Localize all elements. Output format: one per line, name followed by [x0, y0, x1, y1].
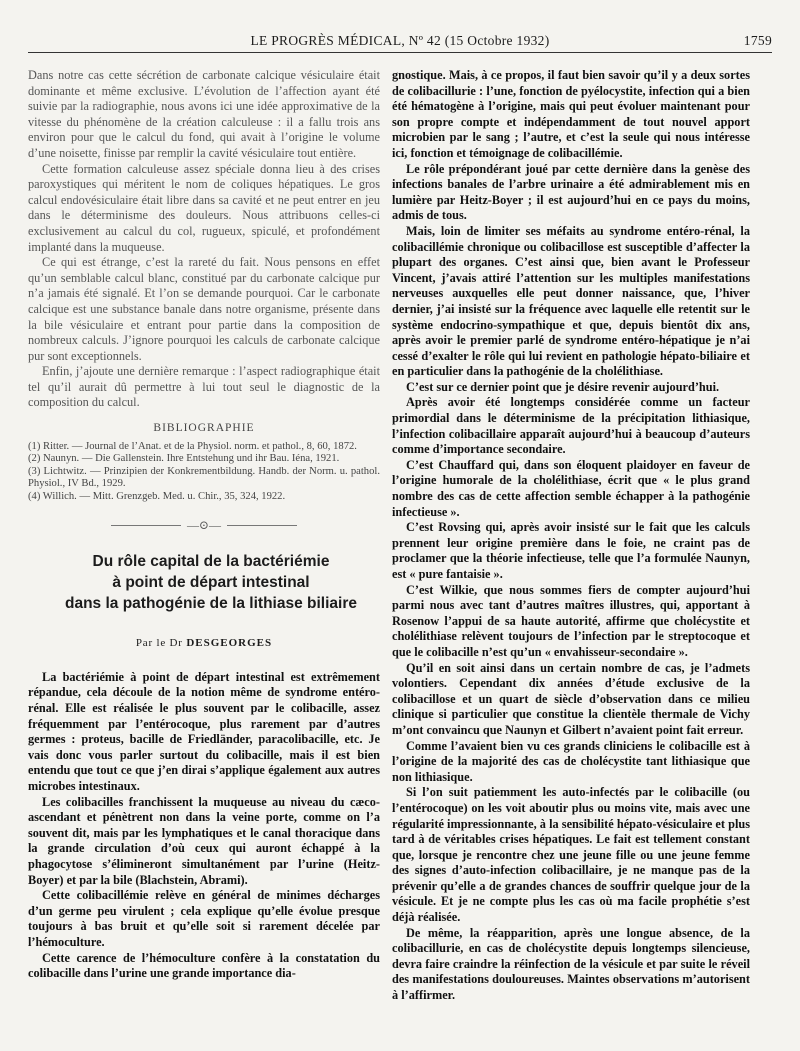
- paragraph: gnostique. Mais, à ce propos, il faut bien savoir qu’il y a deux sortes de colibacillurie : l’une, fonction de pyélocystite, infection qui a bien été hématogène à l’origine, mais qui peut évoluer maintenant pour son propre compte et indépendamment de tout nouvel apport microbien par le sang ; l’autre, et c’est la seule qui nous intéresse ici, fonction et témoignage de colibacillémie.: [392, 68, 750, 160]
- reference-item: (1) Ritter. — Journal de l’Anat. et de la Physiol. norm. et pathol., 8, 60, 1872.: [28, 440, 357, 452]
- article-byline: [28, 636, 380, 652]
- left-column: [28, 68, 380, 982]
- paragraph: C’est Rovsing qui, après avoir insisté sur le fait que les calculs prennent leur origine première dans le foie, ne craint pas de proclamer que la théorie infectieuse, telle que l’a formulée Naunyn, est « pure fantaisie ».: [392, 520, 750, 581]
- bibliography-heading: BIBLIOGRAPHIE: [153, 422, 255, 435]
- paragraph: C’est Chauffard qui, dans son éloquent plaidoyer en faveur de l’origine humorale de la cholélithiase, écrit que « le plus grand nombre des cas de cette affection semble échapper à la pathogénie infectieuse ».: [392, 457, 750, 519]
- page-header: [28, 30, 772, 54]
- article-title-line: à point de départ intestinal: [112, 574, 310, 592]
- page-number: 1759: [743, 33, 772, 48]
- paragraph: Les colibacilles franchissent la muqueuse au niveau du cæco-ascendant et pénètrent non dans la veine porte, comme on l’a souvent dit, mais par les lymphatiques et le canal thoracique dans la grande circulation d’où ceux qui auront échappé à la phagocytose s’élimineront simultanément par l’urine (Heitz-Boyer) et par la bile (Blachstein, Abrami).: [28, 794, 380, 887]
- paragraph: Comme l’avaient bien vu ces grands cliniciens le colibacille est à l’origine de la majorité des cas de cholécystite tant lithiasique que non lithiasique.: [392, 738, 750, 784]
- paragraph: De même, la réapparition, après une longue absence, de la colibacillurie, en cas de cholécystite depuis longtemps silencieuse, devra faire craindre la réinfection de la vésicule et par suite le réveil des manifestations douloureuses. Maintes observations m’autorisent à l’affirmer.: [392, 925, 750, 1003]
- article-title: [28, 551, 380, 614]
- paragraph: Enfin, j’ajoute une dernière remarque : l’aspect radiographique était tel qu’il aurait dû permettre à lui tout seul le diagnostic de la composition du calcul.: [28, 364, 380, 410]
- paragraph: Mais, loin de limiter ses méfaits au syndrome entéro-rénal, la colibacillémie chronique ou colibacillose est susceptible d’affecter la plupart des organes. C’est ainsi que, bien avant le Professeur Vincent, j’avais attiré l’attention sur les multiples manifestations nerveuses auxquelles elle peut donner naissance, que, l’hiver dernier, j’ai insisté sur la fréquence avec laquelle elle retentit sur le système endocrino-sympathique et que, depuis bientôt dix ans, après avoir le premier parlé de syndrome entéro-hépatique je n’ai cessé d’exalter le rôle qui lui revient en pathologie hépato-biliaire et en particulier dans la pathogénie de la cholélithiase.: [392, 223, 750, 379]
- reference-item: (3) Lichtwitz. — Prinzipien der Konkrementbildung. Handb. der Norm. u. pathol. Physiol., IV Bd., 1929.: [28, 465, 380, 490]
- paragraph: C’est sur ce dernier point que je désire revenir aujourd’hui.: [406, 379, 720, 394]
- paragraph: Dans notre cas cette sécrétion de carbonate calcique vésiculaire était dominante et même exclusive. L’évolution de l’affection ayant été suivie par la radiographie, nous avons ici une idée approximative de la vitesse du phénomène de la création calculeuse : il a fallu trois ans environ pour que le calcul du fond, qui avait à l’origine le volume d’une noisette, finisse par remplir la cavité vésiculaire tout entière.: [28, 68, 380, 160]
- paragraph: Cette formation calculeuse assez spéciale donna lieu à des crises paroxystiques qui méritent le nom de coliques hépatiques. Le gros calcul endovésiculaire était libre dans sa cavité et ne peut entrer en jeu dans le déterminisme des douleurs. Nous attribuons celles-ci exclusivement au calcul du col, rugueux, spiculé, et profondément implanté dans la muqueuse.: [28, 161, 380, 254]
- paragraph: Cette colibacillémie relève en général de minimes décharges d’un germe peu virulent ; cela explique qu’elle évolue presque toujours à bas bruit et qu’elle soit si rarement décelée par l’hémoculture.: [28, 888, 380, 949]
- reference-item: (2) Naunyn. — Die Gallenstein. Ihre Entstehung und ihr Bau. Iéna, 1921.: [28, 453, 340, 465]
- paragraph: Ce qui est étrange, c’est la rareté du fait. Nous pensons en effet qu’un semblable calcul blanc, constitué par du carbonate calcique pur n’a jamais été signalé. Et l’on se demande pourquoi. Car le carbonate calcique est une substance banale dans notre organisme, présente dans la bile vésiculaire et entrant pour partie dans la composition de nombreux calculs. J’ignore pourquoi les calculs de carbonate calcique pur sont exceptionnels.: [28, 255, 380, 363]
- right-column: [392, 68, 750, 1004]
- reference-item: (4) Willich. — Mitt. Grenzgeb. Med. u. Chir., 35, 324, 1922.: [28, 491, 286, 503]
- article-title-line: Du rôle capital de la bactériémie: [92, 553, 330, 571]
- article-title-line: dans la pathogénie de la lithiase biliaire: [64, 595, 357, 613]
- ornament-glyph: —⊙—: [186, 517, 222, 532]
- paragraph: Le rôle prépondérant joué par cette dernière dans la genèse des infections banales de l’arbre urinaire a été admirablement mis en lumière par Heitz-Boyer ; il est aujourd’hui en ce pays du moins, admis de tous.: [392, 161, 750, 223]
- byline-prefix: Par le Dr: [135, 637, 183, 650]
- byline-author: DESGEORGES: [186, 637, 273, 650]
- paragraph: Cette carence de l’hémoculture confère à la constatation du colibacille dans l’urine une grande importance dia-: [28, 950, 380, 981]
- paragraph: La bactériémie à point de départ intestinal est extrêmement répandue, cela découle de la notion même de syndrome entéro-rénal. Elle est réalisée le plus souvent par le colibacille, assez fréquemment par l’entérocoque, plus rarement par d’autres germes : proteus, bacille de Friedländer, paracolibacille, etc. Je vais donc vous parler surtout du colibacille, mais il est bien entendu que tout ce que j’en dirai s’applique également aux autres microbes intestinaux.: [28, 669, 380, 793]
- section-ornament: [28, 518, 380, 534]
- paragraph: Si l’on suit patiemment les auto-infectés par le colibacille (ou l’entérocoque) on les voit aboutir plus ou moins vite, mais avec une régularité impressionnante, à la sensibilité hépato-vésiculaire et plus tard à de véritables crises hépatiques. Le fait est tellement constant que, lorsque je rencontre chez une jeune fille ou une jeune femme des signes d’auto-infection colibacillaire, je ne manque pas de la prévenir qu’elle a de grandes chances de souffrir quelque jour de la vésicule. Et je ne compte plus les cas où ma facile prophétie s’est déjà réalisée.: [392, 785, 750, 925]
- ornament-rule-left: [111, 525, 181, 526]
- paragraph: C’est Wilkie, que nous sommes fiers de compter aujourd’hui parmi nous avec tant d’autres maîtres illustres, qui, apportant à Rosenow l’appui de sa haute autorité, affirme que cholécystite et cholélithiase relèvent toujours de l’infection par le streptocoque et que le colibacille n’est qu’un « envahisseur-secondaire ».: [392, 582, 750, 659]
- paragraph: Qu’il en soit ainsi dans un certain nombre de cas, je l’admets volontiers. Cependant dix années d’étude exclusive de la colibacillose et un quart de siècle d’observation dans ce milieu clinique si particulier que constitue la clientèle thermale de Vichy m’ont convaincu que Naunyn et Gilbert n’avaient point fait erreur.: [392, 660, 750, 737]
- journal-title: LE PROGRÈS MÉDICAL, Nº 42 (15 Octobre 1932): [250, 33, 550, 48]
- header-rule: [28, 52, 772, 53]
- paragraph: Après avoir été longtemps considérée comme un facteur primordial dans le déterminisme de la précipitation lithiasique, l’infection colibacillaire apparaît aujourd’hui à beaucoup d’auteurs comme d’importance secondaire.: [392, 395, 750, 457]
- ornament-rule-right: [227, 525, 297, 526]
